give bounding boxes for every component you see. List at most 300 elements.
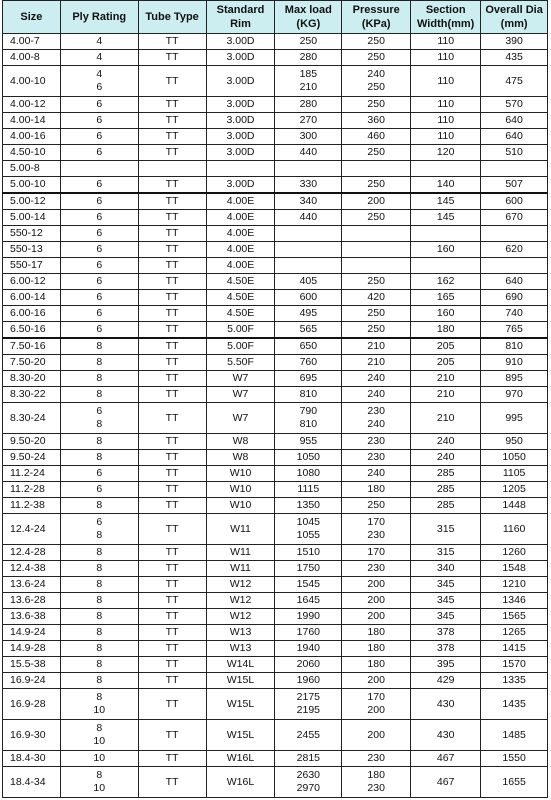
table-row	[3, 577, 548, 593]
cell-ply-rating: 6	[60, 258, 138, 274]
cell-max-load: 790 810	[275, 403, 342, 434]
cell-section-width: 165	[411, 290, 481, 306]
cell-max-load: 440	[275, 210, 342, 226]
cell-section-width: 315	[411, 545, 481, 561]
cell-tube-type: TT	[138, 625, 206, 641]
cell-max-load: 280	[275, 50, 342, 66]
cell-overall-dia: 690	[481, 290, 548, 306]
table-row	[3, 609, 548, 625]
cell-section-width: 162	[411, 274, 481, 290]
cell-standard-rim: W8	[206, 434, 275, 450]
table-row	[3, 751, 548, 767]
cell-overall-dia: 1160	[481, 514, 548, 545]
cell-standard-rim: W11	[206, 545, 275, 561]
cell-ply-rating: 6	[60, 242, 138, 258]
cell-max-load: 340	[275, 193, 342, 210]
cell-pressure: 180	[342, 657, 411, 673]
table-row	[3, 767, 548, 798]
cell-size: 8.30-24	[3, 403, 61, 434]
cell-overall-dia: 1205	[481, 482, 548, 498]
cell-max-load: 1080	[275, 466, 342, 482]
cell-section-width: 210	[411, 387, 481, 403]
cell-standard-rim: W8	[206, 450, 275, 466]
cell-max-load: 810	[275, 387, 342, 403]
table-row	[3, 657, 548, 673]
cell-standard-rim: W13	[206, 641, 275, 657]
cell-max-load: 1990	[275, 609, 342, 625]
cell-overall-dia: 640	[481, 113, 548, 129]
tire-spec-table-container	[2, 0, 548, 798]
cell-size: 7.50-20	[3, 355, 61, 371]
cell-standard-rim: 4.50E	[206, 274, 275, 290]
cell-ply-rating: 6	[60, 193, 138, 210]
cell-standard-rim: W10	[206, 466, 275, 482]
cell-ply-rating: 8	[60, 657, 138, 673]
cell-tube-type: TT	[138, 306, 206, 322]
cell-ply-rating: 6	[60, 482, 138, 498]
table-row	[3, 97, 548, 113]
header-section-width: Section Width(mm)	[411, 1, 481, 34]
table-row	[3, 387, 548, 403]
cell-size: 8.30-20	[3, 371, 61, 387]
cell-max-load: 1050	[275, 450, 342, 466]
cell-section-width: 285	[411, 482, 481, 498]
cell-pressure: 200	[342, 577, 411, 593]
header-ply-rating: Ply Rating	[60, 1, 138, 34]
cell-section-width: 140	[411, 177, 481, 194]
cell-max-load: 405	[275, 274, 342, 290]
cell-section-width: 110	[411, 50, 481, 66]
cell-size: 4.00-14	[3, 113, 61, 129]
cell-section-width: 210	[411, 371, 481, 387]
table-row	[3, 593, 548, 609]
table-row	[3, 466, 548, 482]
cell-standard-rim: 3.00D	[206, 34, 275, 50]
cell-section-width: 429	[411, 673, 481, 689]
cell-section-width: 345	[411, 577, 481, 593]
cell-ply-rating: 10	[60, 751, 138, 767]
cell-section-width	[411, 161, 481, 177]
cell-pressure: 230	[342, 751, 411, 767]
cell-tube-type: TT	[138, 371, 206, 387]
cell-standard-rim: W13	[206, 625, 275, 641]
cell-size: 9.50-20	[3, 434, 61, 450]
cell-ply-rating: 4	[60, 34, 138, 50]
cell-size: 11.2-24	[3, 466, 61, 482]
cell-tube-type: TT	[138, 466, 206, 482]
cell-max-load: 1645	[275, 593, 342, 609]
cell-standard-rim: W15L	[206, 689, 275, 720]
cell-ply-rating	[60, 161, 138, 177]
cell-standard-rim: 5.50F	[206, 355, 275, 371]
cell-size: 16.9-24	[3, 673, 61, 689]
cell-tube-type: TT	[138, 226, 206, 242]
cell-ply-rating: 8	[60, 641, 138, 657]
table-row	[3, 498, 548, 514]
cell-size: 9.50-24	[3, 450, 61, 466]
cell-ply-rating: 8	[60, 371, 138, 387]
cell-tube-type: TT	[138, 97, 206, 113]
cell-tube-type: TT	[138, 593, 206, 609]
cell-size: 14.9-28	[3, 641, 61, 657]
header-tube-type: Tube Type	[138, 1, 206, 34]
cell-overall-dia: 1210	[481, 577, 548, 593]
cell-pressure: 180 230	[342, 767, 411, 798]
cell-ply-rating: 6	[60, 210, 138, 226]
cell-ply-rating: 8 10	[60, 767, 138, 798]
table-row	[3, 177, 548, 194]
cell-size: 13.6-28	[3, 593, 61, 609]
cell-overall-dia: 995	[481, 403, 548, 434]
cell-ply-rating: 8	[60, 450, 138, 466]
cell-ply-rating: 8	[60, 625, 138, 641]
cell-overall-dia: 1435	[481, 689, 548, 720]
table-row	[3, 113, 548, 129]
cell-ply-rating: 6	[60, 290, 138, 306]
cell-pressure: 200	[342, 720, 411, 751]
cell-max-load: 1045 1055	[275, 514, 342, 545]
cell-standard-rim: 4.50E	[206, 290, 275, 306]
cell-overall-dia: 640	[481, 274, 548, 290]
table-row	[3, 545, 548, 561]
cell-max-load: 2630 2970	[275, 767, 342, 798]
cell-tube-type: TT	[138, 66, 206, 97]
cell-size: 18.4-34	[3, 767, 61, 798]
cell-tube-type: TT	[138, 113, 206, 129]
cell-size: 12.4-38	[3, 561, 61, 577]
cell-standard-rim: 3.00D	[206, 50, 275, 66]
cell-ply-rating: 6 8	[60, 514, 138, 545]
table-row	[3, 34, 548, 50]
table-row	[3, 450, 548, 466]
cell-standard-rim: 3.00D	[206, 113, 275, 129]
cell-section-width: 430	[411, 689, 481, 720]
cell-overall-dia: 1570	[481, 657, 548, 673]
cell-overall-dia: 1655	[481, 767, 548, 798]
table-row	[3, 673, 548, 689]
cell-pressure: 250	[342, 34, 411, 50]
cell-standard-rim: 4.50E	[206, 306, 275, 322]
cell-standard-rim: W14L	[206, 657, 275, 673]
cell-size: 8.30-22	[3, 387, 61, 403]
table-row	[3, 371, 548, 387]
cell-ply-rating: 6	[60, 129, 138, 145]
cell-tube-type: TT	[138, 545, 206, 561]
cell-size: 6.00-14	[3, 290, 61, 306]
cell-overall-dia	[481, 258, 548, 274]
cell-pressure: 200	[342, 673, 411, 689]
cell-tube-type: TT	[138, 403, 206, 434]
cell-pressure: 230	[342, 450, 411, 466]
cell-size: 6.00-16	[3, 306, 61, 322]
cell-pressure: 250	[342, 50, 411, 66]
cell-size: 5.00-12	[3, 193, 61, 210]
cell-max-load: 760	[275, 355, 342, 371]
cell-pressure: 180	[342, 482, 411, 498]
cell-max-load	[275, 242, 342, 258]
cell-section-width: 180	[411, 322, 481, 339]
cell-pressure: 210	[342, 338, 411, 355]
cell-section-width: 240	[411, 450, 481, 466]
cell-size: 4.00-12	[3, 97, 61, 113]
cell-size: 16.9-28	[3, 689, 61, 720]
cell-size: 11.2-28	[3, 482, 61, 498]
cell-overall-dia: 600	[481, 193, 548, 210]
cell-pressure	[342, 242, 411, 258]
cell-pressure: 250	[342, 145, 411, 161]
table-row	[3, 355, 548, 371]
cell-tube-type: TT	[138, 689, 206, 720]
cell-max-load: 1545	[275, 577, 342, 593]
cell-pressure: 230 240	[342, 403, 411, 434]
cell-max-load	[275, 161, 342, 177]
cell-pressure: 460	[342, 129, 411, 145]
cell-overall-dia: 910	[481, 355, 548, 371]
cell-tube-type: TT	[138, 577, 206, 593]
cell-overall-dia: 435	[481, 50, 548, 66]
cell-size: 4.00-10	[3, 66, 61, 97]
cell-overall-dia: 1335	[481, 673, 548, 689]
cell-max-load: 600	[275, 290, 342, 306]
cell-section-width: 205	[411, 355, 481, 371]
cell-size: 13.6-38	[3, 609, 61, 625]
cell-max-load: 2455	[275, 720, 342, 751]
cell-ply-rating: 8	[60, 561, 138, 577]
cell-tube-type: TT	[138, 193, 206, 210]
header-pressure: Pressure (KPa)	[342, 1, 411, 34]
cell-tube-type: TT	[138, 355, 206, 371]
cell-pressure: 230	[342, 434, 411, 450]
cell-ply-rating: 6	[60, 306, 138, 322]
cell-tube-type: TT	[138, 338, 206, 355]
cell-section-width: 285	[411, 466, 481, 482]
table-row	[3, 242, 548, 258]
table-row	[3, 514, 548, 545]
cell-overall-dia: 740	[481, 306, 548, 322]
cell-overall-dia: 970	[481, 387, 548, 403]
cell-overall-dia: 1565	[481, 609, 548, 625]
cell-ply-rating: 8	[60, 434, 138, 450]
cell-size: 5.00-8	[3, 161, 61, 177]
cell-size: 16.9-30	[3, 720, 61, 751]
cell-ply-rating: 6	[60, 274, 138, 290]
cell-max-load: 2815	[275, 751, 342, 767]
cell-standard-rim: W15L	[206, 673, 275, 689]
cell-ply-rating: 8	[60, 577, 138, 593]
cell-pressure: 420	[342, 290, 411, 306]
cell-standard-rim: W12	[206, 577, 275, 593]
cell-standard-rim: 4.00E	[206, 258, 275, 274]
cell-standard-rim: 5.00F	[206, 322, 275, 339]
cell-max-load: 250	[275, 34, 342, 50]
cell-pressure: 180	[342, 641, 411, 657]
cell-tube-type: TT	[138, 767, 206, 798]
cell-tube-type: TT	[138, 609, 206, 625]
cell-ply-rating: 8	[60, 498, 138, 514]
header-size: Size	[3, 1, 61, 34]
cell-max-load: 270	[275, 113, 342, 129]
cell-size: 550-12	[3, 226, 61, 242]
cell-pressure: 360	[342, 113, 411, 129]
cell-standard-rim: 4.00E	[206, 210, 275, 226]
cell-size: 5.00-14	[3, 210, 61, 226]
cell-overall-dia: 1415	[481, 641, 548, 657]
cell-tube-type: TT	[138, 242, 206, 258]
cell-ply-rating: 6	[60, 145, 138, 161]
tire-spec-table	[2, 0, 548, 798]
cell-pressure: 230	[342, 561, 411, 577]
cell-section-width: 160	[411, 306, 481, 322]
cell-max-load: 1960	[275, 673, 342, 689]
cell-tube-type: TT	[138, 561, 206, 577]
cell-size: 15.5-38	[3, 657, 61, 673]
cell-size: 13.6-24	[3, 577, 61, 593]
cell-max-load: 280	[275, 97, 342, 113]
cell-tube-type: TT	[138, 482, 206, 498]
cell-tube-type: TT	[138, 641, 206, 657]
cell-size: 12.4-28	[3, 545, 61, 561]
cell-ply-rating: 6 8	[60, 403, 138, 434]
cell-section-width: 110	[411, 66, 481, 97]
cell-standard-rim: W12	[206, 593, 275, 609]
cell-overall-dia: 670	[481, 210, 548, 226]
cell-standard-rim: W7	[206, 387, 275, 403]
cell-section-width: 315	[411, 514, 481, 545]
header-max-load: Max load (KG)	[275, 1, 342, 34]
cell-pressure: 250	[342, 97, 411, 113]
cell-section-width	[411, 258, 481, 274]
cell-max-load: 185 210	[275, 66, 342, 97]
cell-pressure: 200	[342, 609, 411, 625]
cell-max-load: 1510	[275, 545, 342, 561]
table-row	[3, 274, 548, 290]
table-row	[3, 161, 548, 177]
cell-pressure: 240	[342, 371, 411, 387]
cell-max-load: 1350	[275, 498, 342, 514]
cell-pressure: 250	[342, 177, 411, 194]
cell-overall-dia: 475	[481, 66, 548, 97]
cell-pressure: 170 200	[342, 689, 411, 720]
table-row	[3, 258, 548, 274]
cell-overall-dia: 1485	[481, 720, 548, 751]
cell-size: 4.00-8	[3, 50, 61, 66]
cell-tube-type: TT	[138, 450, 206, 466]
cell-max-load: 495	[275, 306, 342, 322]
cell-overall-dia: 895	[481, 371, 548, 387]
table-body	[3, 34, 548, 798]
cell-overall-dia: 1050	[481, 450, 548, 466]
cell-ply-rating: 8 10	[60, 689, 138, 720]
cell-pressure: 200	[342, 193, 411, 210]
cell-max-load: 955	[275, 434, 342, 450]
table-row	[3, 210, 548, 226]
table-row	[3, 403, 548, 434]
cell-section-width: 110	[411, 34, 481, 50]
cell-size: 6.00-12	[3, 274, 61, 290]
cell-pressure: 240	[342, 466, 411, 482]
cell-max-load: 650	[275, 338, 342, 355]
cell-overall-dia: 1265	[481, 625, 548, 641]
table-row	[3, 50, 548, 66]
cell-standard-rim: 4.00E	[206, 242, 275, 258]
cell-tube-type	[138, 161, 206, 177]
cell-max-load: 1750	[275, 561, 342, 577]
cell-ply-rating: 8	[60, 673, 138, 689]
cell-standard-rim: 3.00D	[206, 97, 275, 113]
cell-max-load: 695	[275, 371, 342, 387]
cell-ply-rating: 8	[60, 355, 138, 371]
cell-ply-rating: 8	[60, 338, 138, 355]
cell-overall-dia: 507	[481, 177, 548, 194]
table-row	[3, 66, 548, 97]
cell-size: 7.50-16	[3, 338, 61, 355]
cell-overall-dia: 1550	[481, 751, 548, 767]
cell-section-width: 467	[411, 751, 481, 767]
cell-section-width: 345	[411, 593, 481, 609]
cell-section-width: 110	[411, 129, 481, 145]
cell-section-width: 340	[411, 561, 481, 577]
cell-tube-type: TT	[138, 145, 206, 161]
cell-size: 12.4-24	[3, 514, 61, 545]
table-row	[3, 625, 548, 641]
cell-overall-dia	[481, 161, 548, 177]
cell-section-width: 110	[411, 113, 481, 129]
cell-size: 5.00-10	[3, 177, 61, 194]
cell-tube-type: TT	[138, 657, 206, 673]
cell-pressure: 250	[342, 210, 411, 226]
cell-section-width: 430	[411, 720, 481, 751]
header-overall-dia: Overall Dia (mm)	[481, 1, 548, 34]
cell-standard-rim: 3.00D	[206, 129, 275, 145]
cell-tube-type: TT	[138, 498, 206, 514]
cell-standard-rim: W16L	[206, 751, 275, 767]
cell-section-width: 145	[411, 210, 481, 226]
cell-max-load: 1760	[275, 625, 342, 641]
cell-size: 18.4-30	[3, 751, 61, 767]
cell-max-load	[275, 226, 342, 242]
cell-tube-type: TT	[138, 720, 206, 751]
cell-section-width: 240	[411, 434, 481, 450]
cell-max-load: 1940	[275, 641, 342, 657]
table-row	[3, 720, 548, 751]
cell-standard-rim: 3.00D	[206, 66, 275, 97]
cell-standard-rim: W10	[206, 482, 275, 498]
cell-section-width: 205	[411, 338, 481, 355]
cell-section-width: 210	[411, 403, 481, 434]
table-row	[3, 226, 548, 242]
cell-standard-rim: 5.00F	[206, 338, 275, 355]
cell-max-load: 440	[275, 145, 342, 161]
cell-tube-type: TT	[138, 129, 206, 145]
cell-overall-dia: 950	[481, 434, 548, 450]
cell-ply-rating: 8	[60, 545, 138, 561]
cell-pressure: 240 250	[342, 66, 411, 97]
cell-size: 4.00-16	[3, 129, 61, 145]
cell-standard-rim: W16L	[206, 767, 275, 798]
table-row	[3, 306, 548, 322]
cell-section-width: 378	[411, 625, 481, 641]
cell-standard-rim: W15L	[206, 720, 275, 751]
cell-overall-dia: 510	[481, 145, 548, 161]
cell-pressure: 170	[342, 545, 411, 561]
header-row	[3, 1, 548, 34]
cell-max-load: 300	[275, 129, 342, 145]
cell-ply-rating: 8 10	[60, 720, 138, 751]
table-row	[3, 193, 548, 210]
cell-section-width: 395	[411, 657, 481, 673]
cell-section-width: 467	[411, 767, 481, 798]
table-row	[3, 145, 548, 161]
